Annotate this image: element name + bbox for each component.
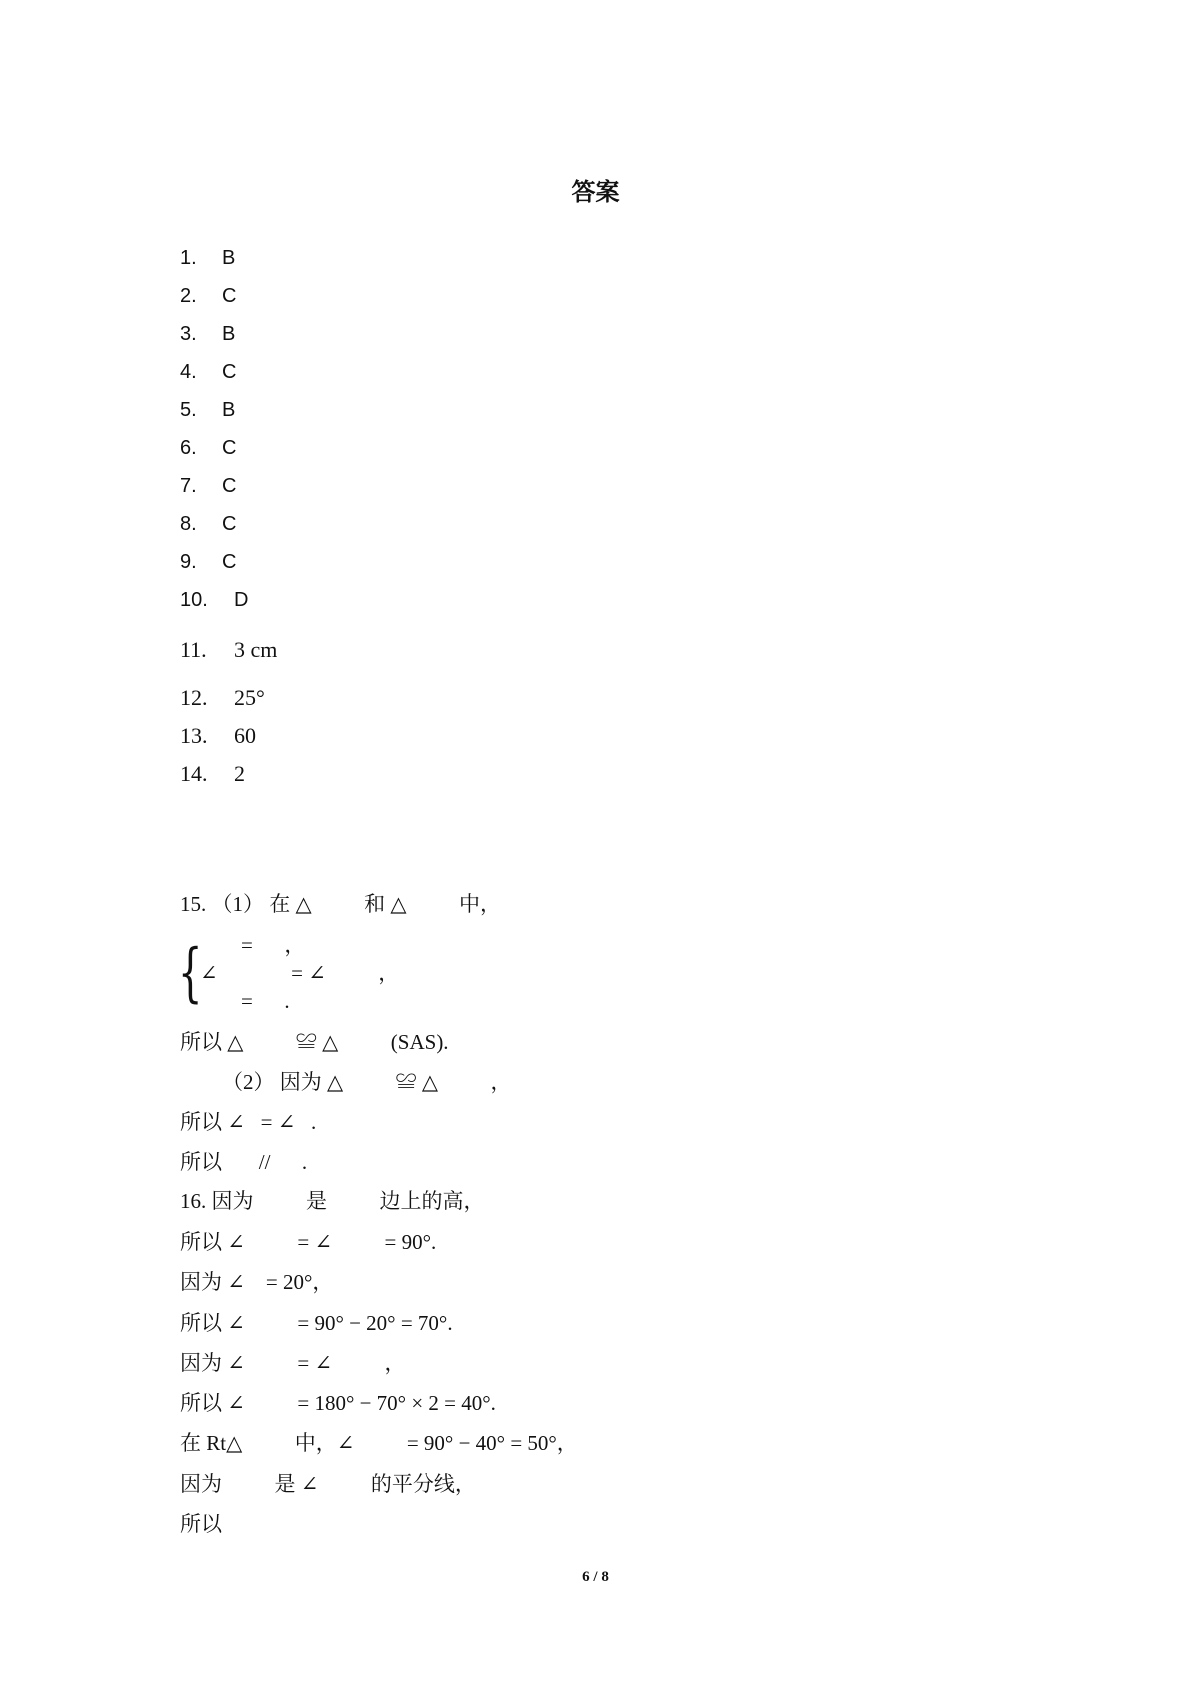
answer-item: 12. 25° — [180, 685, 265, 710]
answer-item: 5. B — [180, 399, 236, 421]
answer-item: 8. C — [180, 513, 237, 535]
q16-line-7: 在 Rt△ 中，∠ = 90° − 40° = 50°， — [180, 1431, 578, 1455]
q15-conclusion-2: 所以 ∠ = ∠ . — [180, 1110, 317, 1134]
answer-item: 13. 60 — [180, 723, 256, 748]
q16-line-3: 因为 ∠ = 20°， — [180, 1270, 334, 1294]
q16-line-8: 因为 是 ∠ 的平分线， — [180, 1472, 476, 1496]
answer-item: 9. C — [180, 551, 237, 573]
answer-item: 6. C — [180, 437, 237, 459]
q15-brace-top: = ， — [241, 933, 306, 957]
page-number: 6 / 8 — [582, 1569, 609, 1585]
q15-brace-mid: ∠ = ∠ ， — [200, 961, 400, 985]
q15-part-2: （2） 因为 △ ≌ △ ， — [222, 1070, 512, 1094]
answer-item: 2. C — [180, 285, 237, 307]
answer-item: 11. 3 cm — [180, 637, 278, 662]
q15-conclusion-1: 所以 △ ≌ △ (SAS). — [180, 1030, 449, 1054]
brace: { — [178, 936, 203, 1010]
q16-line-4: 所以 ∠ = 90° − 20° = 70°. — [180, 1311, 453, 1335]
answer-item: 10. D — [180, 589, 249, 611]
page-title: 答案 — [571, 178, 620, 206]
answer-item: 4. C — [180, 361, 237, 383]
q16-line-6: 所以 ∠ = 180° − 70° × 2 = 40°. — [180, 1391, 496, 1415]
q16-line-9: 所以 — [180, 1512, 222, 1536]
q15-conclusion-3: 所以 // . — [180, 1150, 308, 1174]
answer-item: 1. B — [180, 247, 236, 269]
answer-item: 3. B — [180, 323, 236, 345]
q15-brace-bot: = . — [241, 989, 290, 1013]
q16-line-1: 16. 因为 是 边上的高， — [180, 1189, 485, 1213]
q15-line-1: 15. （1） 在 △ 和 △ 中， — [180, 892, 502, 916]
answer-item: 7. C — [180, 475, 237, 497]
q16-line-2: 所以 ∠ = ∠ = 90°. — [180, 1230, 437, 1254]
q16-line-5: 因为 ∠ = ∠ ， — [180, 1351, 406, 1375]
answer-item: 14. 2 — [180, 761, 245, 786]
